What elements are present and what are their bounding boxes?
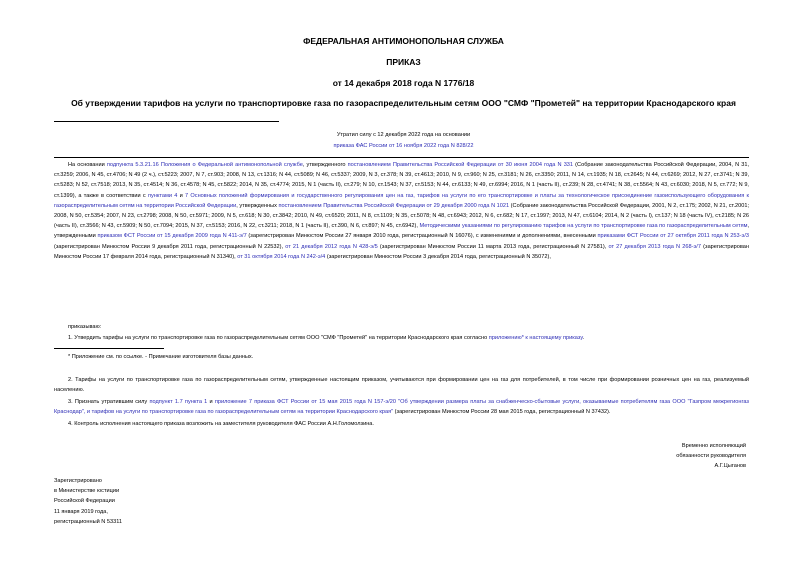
paragraph-text: 1. Утвердить тарифы на услуги по транспортировке газа по газораспределительным сетям ООО "СМФ "Прометей" на территории Краснодарского края согласно bbox=[68, 335, 489, 341]
registration-line: Зарегистрировано bbox=[54, 478, 102, 484]
signature-position-1: Временно исполняющий bbox=[681, 443, 746, 449]
paragraph-text: (зарегистрирован Минюстом России 27 января 2010 года, регистрационный N 16076), с изменениями и дополнениями, внесенными bbox=[246, 233, 598, 240]
document-link[interactable]: пунктами 4 bbox=[147, 192, 178, 199]
document-link[interactable]: от 21 декабря 2012 года N 428-э/5 bbox=[285, 243, 378, 250]
status-link[interactable]: приказа ФАС России от 16 ноября 2022 года N 828/22 bbox=[333, 143, 474, 149]
doc-title: Об утверждении тарифов на услуги по транспортировке газа по газораспределительным сетям ООО "СМФ "Прометей" на территории Краснодарского края bbox=[71, 98, 736, 108]
document-link[interactable]: от 31 октября 2014 года N 242-э/4 bbox=[237, 253, 326, 260]
paragraph-text: , утвержденными bbox=[54, 223, 750, 240]
registration-line: регистрационный N 53311 bbox=[54, 518, 123, 525]
paragraph-text: и bbox=[207, 399, 215, 405]
document-link[interactable]: подпункта 5.3.21.16 Положения о Федеральной антимонопольной службе bbox=[106, 162, 303, 168]
document-link[interactable]: приказом ФСТ России от 15 декабря 2009 года N 411-э/7 bbox=[97, 233, 247, 240]
item-3 bbox=[54, 397, 749, 417]
registration-line: Российской Федерации bbox=[54, 498, 115, 505]
paragraph-text: На основании bbox=[68, 162, 107, 168]
document-link[interactable]: Методическими указаниями по регулированию тарифов на услуги по транспортировке газа по газораспределительным сетям bbox=[419, 223, 748, 230]
doc-type: ПРИКАЗ bbox=[386, 57, 421, 67]
document-link[interactable]: приказами ФСТ России от 27 октября 2011 года N 253-э/3 bbox=[597, 233, 749, 240]
signature-name: А.Г.Цыганов bbox=[714, 463, 746, 470]
preamble-paragraph bbox=[54, 160, 749, 262]
document-link[interactable]: 7 Основных положений формирования и государственного регулирования цен на газ, тарифов на услуги по его транспортировке и платы за технологическое присоединение газоиспользующего оборудования к газораспределительным сетям на территории Российской Федерации bbox=[54, 192, 750, 209]
signature-block bbox=[676, 441, 746, 472]
paragraph-text: , утвержденных bbox=[236, 202, 279, 209]
document-link[interactable]: приложение 7 приказа ФСТ России от 15 мая 2015 года N 157-э/20 "Об утверждении размера платы за снабженческо-сбытовые услуги, оказываемые потребителям газа ООО "Газпром межрегионгаз Краснодар", и тарифов на услуги по транспортировке газа по газораспределительным сетям на территории Краснодарского края" bbox=[54, 399, 750, 416]
item-2: 2. Тарифы на услуги по транспортировке газа по газораспределительным сетям, утвержденные настоящим приказом, учитываются при формировании цен на газ для потребителей, в том числе при формировании розничных цен на газ, реализуемый населению. bbox=[54, 377, 749, 394]
doc-date-number: от 14 декабря 2018 года N 1776/18 bbox=[332, 78, 475, 88]
signature-position-2: обязанности руководителя bbox=[676, 453, 746, 460]
registration-line: 11 января 2019 года, bbox=[54, 508, 108, 515]
agency-name: ФЕДЕРАЛЬНАЯ АНТИМОНОПОЛЬНАЯ СЛУЖБА bbox=[303, 36, 504, 46]
paragraph-text: (зарегистрирован Минюстом России 9 декабря 2011 года, регистрационный N 22532), bbox=[54, 243, 286, 250]
item-4: 4. Контроль исполнения настоящего приказа возложить на заместителя руководителя ФАС России А.Н.Голомолзина. bbox=[68, 421, 374, 427]
paragraph-text: (зарегистрирован Минюстом России 28 мая 2015 года, регистрационный N 37432). bbox=[393, 409, 611, 416]
status-divider bbox=[54, 157, 749, 158]
footnote-divider bbox=[54, 348, 164, 349]
paragraph-text: (Собрание законодательства Российской Федерации, 2001, N 2, ст.175; 2002, N 21, ст.2001; 2008, N 50, ст.5354; 2007, N 23, ст.2798; 2008, N 50, ст.5971; 2009, N 5, ст.618; N 30, ст.3842; 2010, N 49, ст.6520; 2011, N 8, ст.1109; N 35, ст.5078; N 48, ст.6943; 2012, N 6, ст.682; N 17, ст.1997; 2013, N 47, ст.6104; 2014, N 2 (часть I), ст.137; N 18 (часть IV), ст.2185; N 26 (часть II), ст.3566; N 43, ст.5909; N 50, ст.7094; 2015, N 37, ст.5153; 2016, N 22, ст.3211; 2018, N 1 (часть II), ст.390, N 6, ст.897; N 45, ст.6942), bbox=[54, 202, 749, 230]
registration-block bbox=[54, 476, 122, 527]
title-divider bbox=[54, 121, 279, 122]
document-link[interactable]: приложению* к настоящему приказу bbox=[488, 335, 583, 341]
footnote: * Приложение см. по ссылке. - Примечание изготовителя базы данных. bbox=[68, 354, 254, 360]
paragraph-text: . bbox=[582, 335, 585, 341]
status-line: Утратил силу с 12 декабря 2022 года на основании bbox=[336, 132, 471, 138]
paragraph-text: (зарегистрирован Минюстом России 11 марта 2013 года, регистрационный N 27581), bbox=[377, 243, 609, 250]
paragraph-text: и bbox=[177, 192, 186, 199]
document-link[interactable]: от 27 декабря 2013 года N 268-э/7 bbox=[608, 243, 701, 250]
item-1 bbox=[54, 333, 749, 343]
paragraph-text: (зарегистрирован Минюстом России 17 февраля 2014 года, регистрационный N 31340), bbox=[54, 243, 749, 260]
prikazyvayu-text: приказываю: bbox=[68, 324, 102, 330]
paragraph-text: , утвержденного bbox=[302, 162, 348, 168]
paragraph-text: 3. Признать утратившим силу bbox=[68, 399, 150, 405]
paragraph-text: (Собрание законодательства Российской Федерации, 2004, N 31, ст.3259; 2006, N 45, ст.4706; N 49 (2 ч.), ст.5223; 2007, N 7, ст.903; 2008, N 13, ст.1316; N 44, ст.5089; N 46, ст.5337; 2009, N 3, ст.378; N 39, ст.4613; 2010, N 9, ст.960; N 25, ст.3181; N 26, ст.3350; 2011, N 14, ст.1935; N 18, ст.2645; N 44, ст.6269; 2012, N 27, ст.3741; N 39, ст.5283; N 52, ст.7518; 2013, N 35, ст.4514; N 36, ст.4578; N 45, ст.5822; 2014, N 35, ст.4774; 2015, N 1 (часть II), ст.279; N 10, ст.1543; N 37, ст.5153; N 44, ст.6133; N 49, ст.6994; 2016, N 1 (часть II), ст.239; N 28, ст.4741; N 38, ст.5564; N 43, ст.6030; 2018, N 5, ст.772; N 9, ст.1399), а также в соответствии с bbox=[54, 162, 750, 199]
document-link[interactable]: подпункт 1.7 пункта 1 bbox=[149, 399, 208, 405]
registration-line: в Министерстве юстиции bbox=[54, 488, 120, 495]
paragraph-text: (зарегистрирован Минюстом России 3 декабря 2014 года, регистрационный N 35072), bbox=[325, 253, 551, 260]
document-link[interactable]: постановлением Правительства Российской Федерации от 30 июня 2004 года N 331 bbox=[347, 162, 574, 168]
document-link[interactable]: постановлением Правительства Российской Федерации от 29 декабря 2000 года N 1021 bbox=[278, 202, 510, 209]
